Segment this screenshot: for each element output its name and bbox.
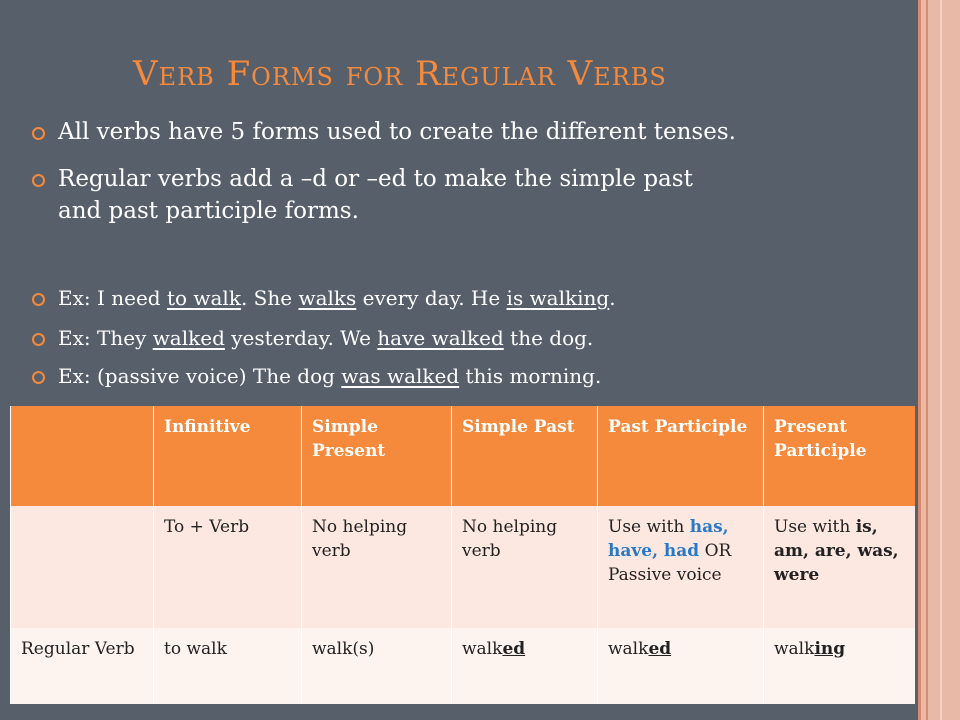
bullet-ring-icon [32,293,45,306]
header-simple-present: Simple Present [302,406,452,506]
underlined-verb: walked [152,326,225,350]
header-past-participle: Past Participle [598,406,764,506]
verb-forms-table [10,406,915,704]
table-row-usage [11,506,915,628]
row-label: Regular Verb [11,628,154,704]
table-row-regular-verb [11,628,915,704]
usage-past-participle: Use with has, have, had OR Passive voice [598,506,764,628]
bullet-ring-icon [32,174,45,187]
usage-simple-past: No helping verb [452,506,598,628]
underlined-verb: have walked [377,326,504,350]
usage-infinitive: To + Verb [154,506,302,628]
decorative-side-band [918,0,960,720]
header-present-participle: Present Participle [764,406,915,506]
table-header-row [11,406,915,506]
bullet-ring-icon [32,333,45,346]
usage-label-cell [11,506,154,628]
bullet-ring-icon [32,127,45,140]
slide-title: Verb Forms for Regular Verbs [133,54,667,94]
example-present-participle: walking [764,628,915,704]
underlined-verb: to walk [166,286,241,310]
example-simple-past: walked [452,628,598,704]
header-infinitive: Infinitive [154,406,302,506]
header-simple-past: Simple Past [452,406,598,506]
usage-simple-present: No helping verb [302,506,452,628]
example-past-participle: walked [598,628,764,704]
underlined-verb: is walking [506,286,610,310]
example-infinitive: to walk [154,628,302,704]
example-simple-present: walk(s) [302,628,452,704]
bullet-ring-icon [32,371,45,384]
header-cell-empty [11,406,154,506]
usage-present-participle: Use with is, am, are, was, were [764,506,915,628]
slide: Verb Forms for Regular Verbs All verbs have 5 forms used to create the different tenses. Regular verbs add a –d or –ed to make the simple past and past participle forms. Ex: I need to walk. She walks every day. He is walking. Ex: They walked yesterday. We have walked the dog. Ex: (passive voice) The dog was walked this morning. Infinitive Simple Present Simple Past Past Participle Present Participle To + Verb No helping verb No helping verb Use with has, have, had OR Passive voice Use with is, am, are, was, were Regular Verb to walk walk(s) walked walked walking [0,0,918,720]
underlined-verb: walks [298,286,357,310]
underlined-verb: was walked [341,364,460,388]
